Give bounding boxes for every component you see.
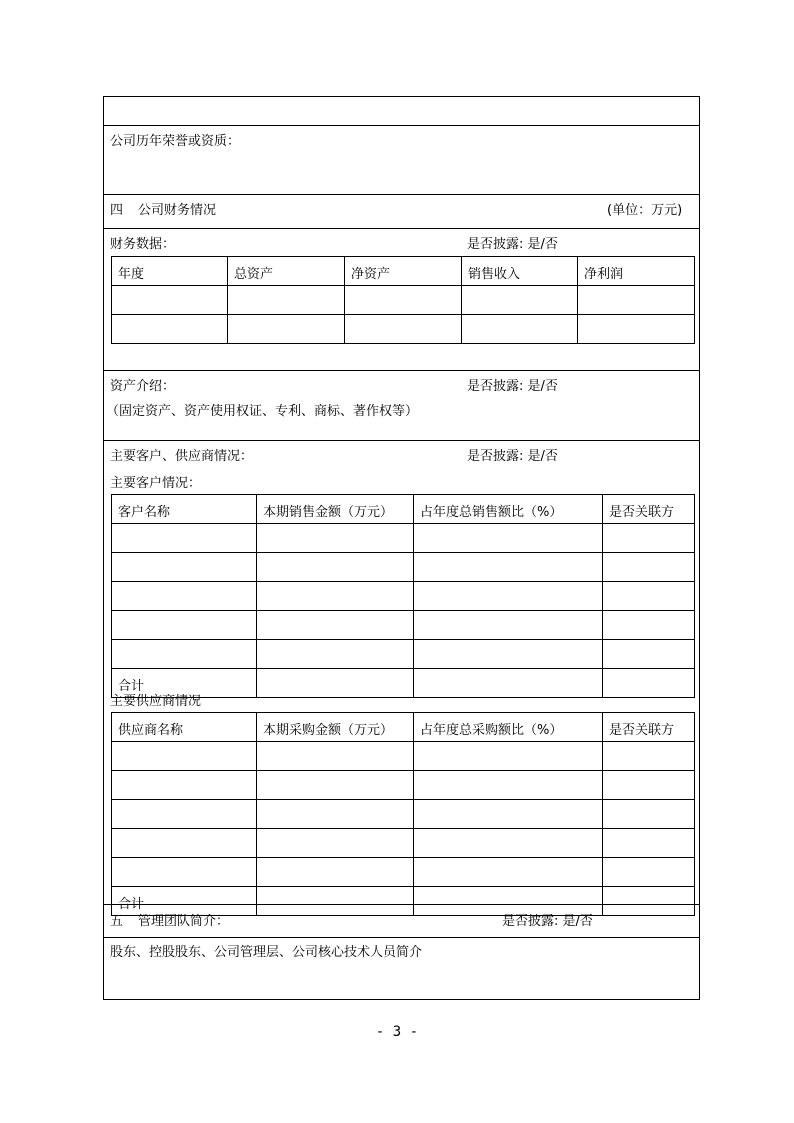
header-cell: 销售收入: [462, 257, 578, 286]
input-cell[interactable]: [603, 640, 695, 669]
input-cell[interactable]: [414, 800, 603, 829]
finance-label: 财务数据：: [110, 237, 176, 252]
input-cell[interactable]: [414, 858, 603, 887]
table-row: [112, 771, 695, 800]
total-label: 合计: [112, 887, 257, 916]
table-row: [112, 800, 695, 829]
input-cell[interactable]: [112, 858, 257, 887]
divider: [104, 228, 699, 229]
section4-unit: (单位：万元): [607, 203, 683, 218]
table-row: [112, 553, 695, 582]
input-cell[interactable]: [112, 640, 257, 669]
input-cell[interactable]: [414, 887, 603, 916]
input-cell[interactable]: [257, 582, 414, 611]
header-cell: 占年度总采购额比（%）: [414, 713, 603, 742]
table-header-row: [112, 713, 695, 742]
input-cell[interactable]: [603, 829, 695, 858]
divider: [104, 937, 699, 938]
customers-table: [111, 494, 695, 698]
table-row: [112, 286, 695, 315]
total-label: 合计: [112, 669, 257, 698]
input-cell[interactable]: [112, 553, 257, 582]
section4-number: 四: [110, 203, 124, 218]
form-frame: [103, 96, 700, 1000]
input-cell[interactable]: [257, 669, 414, 698]
section5-title: 管理团队简介：: [138, 914, 230, 929]
input-cell[interactable]: [257, 611, 414, 640]
customers-label: 主要客户情况：: [110, 476, 202, 491]
header-cell: 年度: [112, 257, 228, 286]
input-cell[interactable]: [112, 771, 257, 800]
table-row: [112, 640, 695, 669]
finance-disclose: 是否披露: 是/否: [467, 237, 558, 252]
cs-label: 主要客户、供应商情况：: [110, 449, 254, 464]
input-cell[interactable]: [345, 315, 462, 344]
assets-disclose: 是否披露: 是/否: [467, 379, 558, 394]
header-cell: 本期采购金额（万元）: [257, 713, 414, 742]
input-cell[interactable]: [462, 286, 578, 315]
header-cell: 总资产: [228, 257, 345, 286]
section5-disclose: 是否披露: 是/否: [502, 914, 593, 929]
header-cell: 是否关联方: [603, 713, 695, 742]
input-cell[interactable]: [578, 315, 695, 344]
input-cell[interactable]: [112, 286, 228, 315]
table-row: [112, 829, 695, 858]
input-cell[interactable]: [257, 800, 414, 829]
honors-label: 公司历年荣誉或资质：: [110, 134, 241, 149]
input-cell[interactable]: [603, 669, 695, 698]
section5-note: 股东、控股股东、公司管理层、公司核心技术人员简介: [110, 945, 423, 960]
input-cell[interactable]: [414, 640, 603, 669]
header-cell: 是否关联方: [603, 495, 695, 524]
input-cell[interactable]: [414, 829, 603, 858]
input-cell[interactable]: [257, 829, 414, 858]
input-cell[interactable]: [462, 315, 578, 344]
input-cell[interactable]: [603, 553, 695, 582]
input-cell[interactable]: [414, 524, 603, 553]
input-cell[interactable]: [112, 742, 257, 771]
suppliers-label: 主要供应商情况: [110, 694, 202, 709]
input-cell[interactable]: [257, 858, 414, 887]
input-cell[interactable]: [414, 553, 603, 582]
input-cell[interactable]: [414, 669, 603, 698]
input-cell[interactable]: [112, 800, 257, 829]
total-row: [112, 887, 695, 916]
table-row: [112, 524, 695, 553]
input-cell[interactable]: [112, 611, 257, 640]
page-number: - 3 -: [375, 1024, 419, 1040]
input-cell[interactable]: [112, 524, 257, 553]
section4-title: 公司财务情况: [138, 203, 217, 218]
table-header-row: [112, 257, 695, 286]
table-header-row: [112, 495, 695, 524]
divider: [104, 370, 699, 371]
header-cell: 占年度总销售额比（%）: [414, 495, 603, 524]
table-row: [112, 858, 695, 887]
input-cell[interactable]: [112, 829, 257, 858]
input-cell[interactable]: [414, 582, 603, 611]
assets-note: （固定资产、资产使用权证、专利、商标、著作权等）: [106, 404, 419, 419]
input-cell[interactable]: [257, 742, 414, 771]
table-row: [112, 611, 695, 640]
header-cell: 净资产: [345, 257, 462, 286]
input-cell[interactable]: [603, 800, 695, 829]
finance-table: [111, 256, 695, 344]
divider: [104, 440, 699, 441]
input-cell[interactable]: [112, 315, 228, 344]
input-cell[interactable]: [414, 771, 603, 800]
header-cell: 客户名称: [112, 495, 257, 524]
input-cell[interactable]: [414, 742, 603, 771]
assets-label: 资产介绍：: [110, 379, 176, 394]
input-cell[interactable]: [603, 524, 695, 553]
suppliers-table: [111, 712, 695, 916]
input-cell[interactable]: [257, 640, 414, 669]
input-cell[interactable]: [257, 887, 414, 916]
table-row: [112, 742, 695, 771]
input-cell[interactable]: [257, 771, 414, 800]
cs-disclose: 是否披露: 是/否: [467, 449, 558, 464]
input-cell[interactable]: [112, 582, 257, 611]
input-cell[interactable]: [257, 553, 414, 582]
input-cell[interactable]: [414, 611, 603, 640]
header-cell: 净利润: [578, 257, 695, 286]
divider: [104, 125, 699, 126]
table-row: [112, 582, 695, 611]
input-cell[interactable]: [603, 771, 695, 800]
input-cell[interactable]: [603, 858, 695, 887]
input-cell[interactable]: [603, 887, 695, 916]
divider: [104, 194, 699, 195]
input-cell[interactable]: [228, 286, 345, 315]
input-cell[interactable]: [257, 524, 414, 553]
input-cell[interactable]: [603, 742, 695, 771]
input-cell[interactable]: [603, 582, 695, 611]
header-cell: 本期销售金额（万元）: [257, 495, 414, 524]
input-cell[interactable]: [345, 286, 462, 315]
table-row: [112, 315, 695, 344]
section5-number: 五: [110, 914, 124, 929]
input-cell[interactable]: [603, 611, 695, 640]
header-cell: 供应商名称: [112, 713, 257, 742]
input-cell[interactable]: [228, 315, 345, 344]
input-cell[interactable]: [578, 286, 695, 315]
